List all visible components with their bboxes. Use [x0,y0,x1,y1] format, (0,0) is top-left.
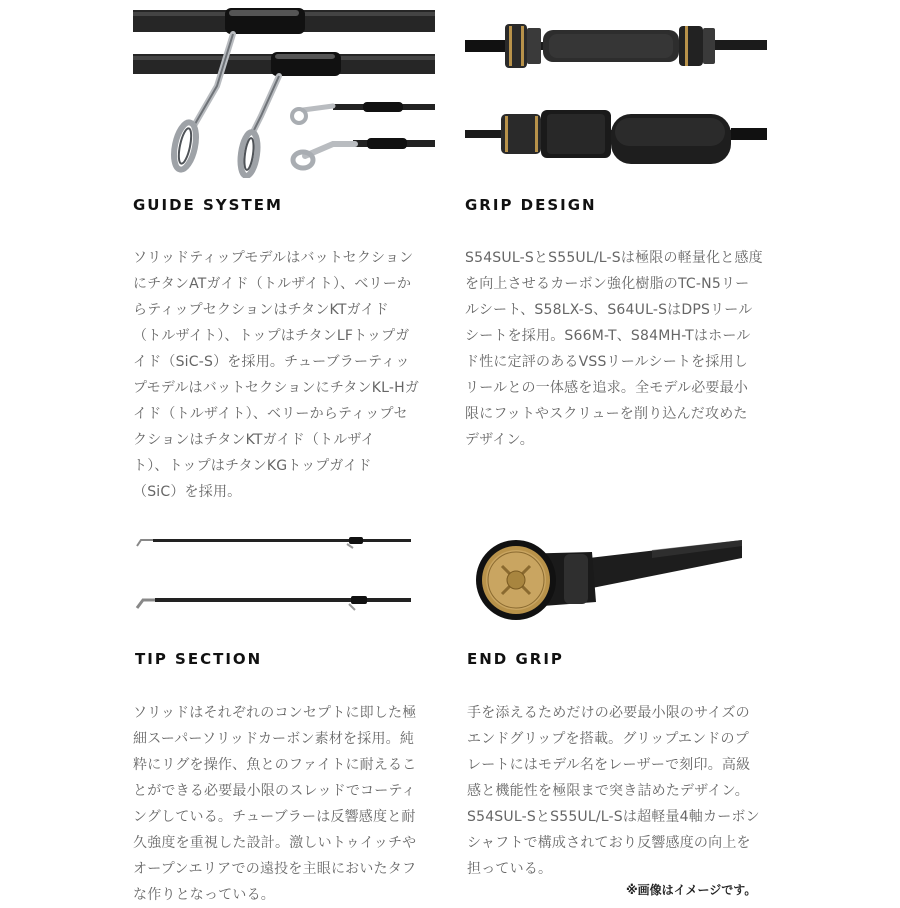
text-line: 担っている。 [467,861,553,877]
text-line: を向上させるカーボン強化樹脂のTC-N5リー [465,276,750,292]
text-line: 細スーパーソリッドカーボン素材を採用。純 [133,731,415,747]
text-line: シートを採用。S66M-T、S84MH-Tはホール [465,328,751,344]
text-line: ルシート、S58LX-S、S64UL-SはDPSリール [465,302,753,318]
text-line: デザイン。 [465,432,534,448]
text-line: ングしている。チューブラーは反響感度と耐 [133,809,416,825]
tip-section-photo [135,530,411,620]
text-line: プモデルはバットセクションにチタンKL-Hガ [133,380,420,396]
text-line: クションはチタンKTガイド（トルザイ [133,432,375,448]
grip-design-heading: GRIP DESIGN [465,196,597,214]
text-line: レートにはモデル名をレーザーで刻印。高級 [467,757,751,773]
image-disclaimer: ※画像はイメージです。 [626,883,757,897]
text-line: な作りとなっている。 [133,887,275,903]
text-line: 感と機能性を極限まで突き詰めたデザイン。 [467,783,749,799]
text-line: ト）、トップはチタンKGトップガイド [133,458,372,474]
text-line: S54SUL-SとS55UL/L-Sは超軽量4軸カーボン [467,809,760,825]
text-line: 粋にリグを操作、魚とのファイトに耐えるこ [133,757,417,773]
guide-system-photo [133,6,435,178]
text-line: ソリッドはそれぞれのコンセプトに即した極 [133,705,417,721]
text-line: （トルザイト）、トップはチタンLFトップガ [133,328,410,344]
tip-section-heading: TIP SECTION [135,650,263,668]
text-line: イド（トルザイト）、ベリーからティップセ [133,406,408,422]
text-line: エンドグリップを搭載。グリップエンドのプ [467,731,749,747]
text-line: 手を添えるためだけの必要最小限のサイズの [467,705,750,721]
text-line: ソリッドティップモデルはバットセクション [133,250,414,266]
text-line: にチタンATガイド（トルザイト）、ベリーか [133,276,412,292]
end-grip-heading: END GRIP [467,650,564,668]
text-line: シャフトで構成されており反響感度の向上を [467,835,751,851]
grip-design-photo [465,18,767,174]
guide-system-heading: GUIDE SYSTEM [133,196,283,214]
text-line: 限にフットやスクリューを削り込んだ攻めた [465,406,748,422]
text-line: イド（SiC-S）を採用。チューブラーティッ [133,354,410,370]
text-line: （SiC）を採用。 [133,484,242,500]
text-line: 久強度を重視した設計。激しいトゥイッチや [133,835,417,851]
end-grip-photo [472,530,742,630]
text-line: ド性に定評のあるVSSリールシートを採用し [465,354,748,370]
text-line: S54SUL-SとS55UL/L-Sは極限の軽量化と感度 [465,250,763,266]
text-line: とができる必要最小限のスレッドでコーティ [133,783,416,799]
text-line: リールとの一体感を追求。全モデル必要最小 [465,380,749,396]
text-line: オープンエリアでの遠投を主眼においたタフ [133,861,417,877]
text-line: らティップセクションはチタンKTガイド [133,302,389,318]
